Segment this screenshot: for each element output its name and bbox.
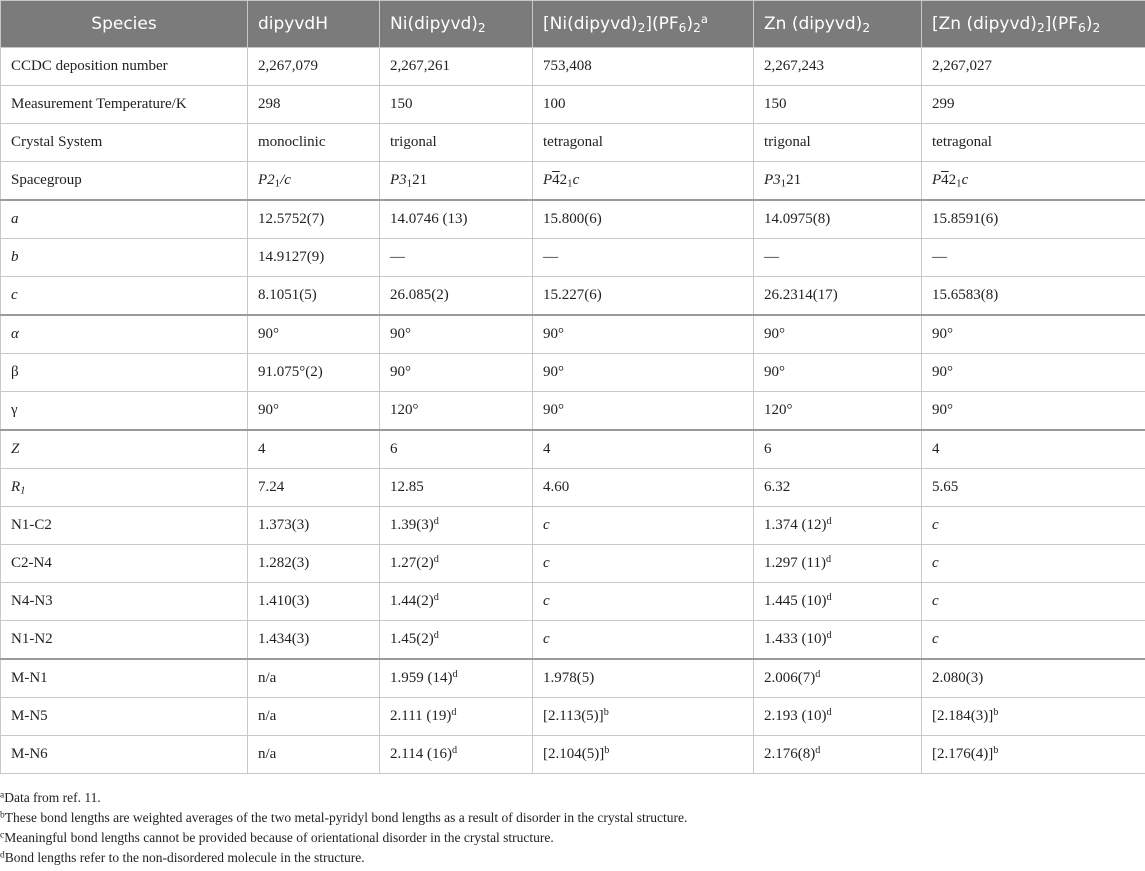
row-label: γ [1,392,248,431]
cell: 753,408 [533,48,754,86]
row-z [1,430,1145,469]
cell: $1.27(2)^d$ [380,545,533,583]
row-a [1,200,1145,239]
cell: c [533,507,754,545]
cell: 4 [533,430,754,469]
cell: 15.8591(6) [922,200,1145,239]
cell: c [922,507,1145,545]
cell: — [754,239,922,277]
header-row [1,1,1145,48]
footnote-d: $^d$Bond lengths refer to the non-disordered molecule in the structure. [0,850,365,865]
cell: 2,267,261 [380,48,533,86]
row-m-n5 [1,698,1145,736]
row-label: α [1,315,248,354]
row-ccdc [1,48,1145,86]
cell: 14.0975(8) [754,200,922,239]
cell: 6 [754,430,922,469]
cell: 90° [380,354,533,392]
row-label: M-N6 [1,736,248,774]
cell: $[2.113(5)]^b$ [533,698,754,736]
cell: trigonal [754,124,922,162]
cell: 90° [754,354,922,392]
col-header-species: Species [1,1,248,48]
cell: 2.193 $(10)^d$ [754,698,922,736]
row-alpha [1,315,1145,354]
cell: 14.0746 (13) [380,200,533,239]
cell: n/a [248,698,380,736]
cell: $[2.104(5)]^b$ [533,736,754,774]
row-m-n6 [1,736,1145,774]
row-label: N1-N2 [1,621,248,660]
cell: monoclinic [248,124,380,162]
cell: $[2.184(3)]^b$ [922,698,1145,736]
col-header-ni-dipyvd2: $Ni(dipyvd)_2$ [380,1,533,48]
cell: 15.6583(8) [922,277,1145,316]
footnote-c: $^c$Meaningful bond lengths cannot be provided because of orientational disorder in the crystal structure. [0,830,554,845]
cell: — [533,239,754,277]
cell: 5.65 [922,469,1145,507]
row-b [1,239,1145,277]
cell-spacegroup: $P2_1/c$ [248,162,380,201]
row-label: $R_1$ [1,469,248,507]
row-beta [1,354,1145,392]
col-header-zn-dipyvd2-pf6-2: [Zn $(dipyvd)_2](PF_6)_2$ [922,1,1145,48]
cell: 90° [922,354,1145,392]
cell-spacegroup: $P42_1c$ [533,162,754,201]
cell: 90° [533,354,754,392]
cell: 2,267,079 [248,48,380,86]
cell: 4.60 [533,469,754,507]
cell: 2.111 $(19)^d$ [380,698,533,736]
row-label: N4-N3 [1,583,248,621]
footnote-a: $^a$Data from ref. 11. [0,790,101,805]
row-label: Spacegroup [1,162,248,201]
col-header-zn-dipyvd2: Zn $(dipyvd)_2$ [754,1,922,48]
cell: $1.39(3)^d$ [380,507,533,545]
row-c2-n4 [1,545,1145,583]
cell: 90° [248,315,380,354]
cell: 14.9127(9) [248,239,380,277]
cell: $[2.176(4)]^b$ [922,736,1145,774]
row-label: Crystal System [1,124,248,162]
cell: 90° [922,392,1145,431]
cell: 100 [533,86,754,124]
cell: 90° [248,392,380,431]
row-m-n1 [1,659,1145,698]
cell: 1.445 $(10)^d$ [754,583,922,621]
cell: c [533,583,754,621]
row-temperature [1,86,1145,124]
cell: 26.2314(17) [754,277,922,316]
cell: 1.978(5) [533,659,754,698]
cell: tetragonal [533,124,754,162]
cell: n/a [248,659,380,698]
footnote-b: $^b$These bond lengths are weighted averages of the two metal-pyridyl bond lengths as a result of disorder in the crystal structure. [0,810,688,825]
cell: 1.410(3) [248,583,380,621]
cell: 120° [754,392,922,431]
cell: $1.44(2)^d$ [380,583,533,621]
cell: c [533,621,754,660]
row-c [1,277,1145,316]
cell: $2.176(8)^d$ [754,736,922,774]
cell: 90° [922,315,1145,354]
row-label: b [1,239,248,277]
row-n1-n2 [1,621,1145,660]
table-footnotes [0,788,1140,868]
cell: 12.5752(7) [248,200,380,239]
row-label: β [1,354,248,392]
cell: 299 [922,86,1145,124]
cell: 150 [380,86,533,124]
row-label: c [1,277,248,316]
cell: 1.959 $(14)^d$ [380,659,533,698]
cell: n/a [248,736,380,774]
cell: trigonal [380,124,533,162]
cell: 6.32 [754,469,922,507]
cell: 1.282(3) [248,545,380,583]
cell: 4 [248,430,380,469]
row-label: a [1,200,248,239]
cell: 90° [533,315,754,354]
cell: 4 [922,430,1145,469]
cell: 15.800(6) [533,200,754,239]
cell: 2,267,243 [754,48,922,86]
cell: 2.114 $(16)^d$ [380,736,533,774]
row-crystal-system [1,124,1145,162]
cell: c [922,583,1145,621]
cell: $1.45(2)^d$ [380,621,533,660]
cell: 1.374 $(12)^d$ [754,507,922,545]
cell: 15.227(6) [533,277,754,316]
row-spacegroup [1,162,1145,201]
cell-spacegroup: $P42_1c$ [922,162,1145,201]
row-label: M-N5 [1,698,248,736]
cell: 1.373(3) [248,507,380,545]
cell: c [922,621,1145,660]
cell: 150 [754,86,922,124]
cell: — [922,239,1145,277]
row-gamma [1,392,1145,431]
row-n4-n3 [1,583,1145,621]
cell-spacegroup: $P3_121$ [754,162,922,201]
cell: 298 [248,86,380,124]
row-label: CCDC deposition number [1,48,248,86]
cell-spacegroup: $P3_121$ [380,162,533,201]
cell: 7.24 [248,469,380,507]
cell: 91.075°(2) [248,354,380,392]
row-r1 [1,469,1145,507]
cell: $2.006(7)^d$ [754,659,922,698]
cell: 1.434(3) [248,621,380,660]
cell: 8.1051(5) [248,277,380,316]
cell: 12.85 [380,469,533,507]
row-label: N1-C2 [1,507,248,545]
row-label: M-N1 [1,659,248,698]
row-n1-c2 [1,507,1145,545]
cell: c [533,545,754,583]
cell: 90° [754,315,922,354]
cell: — [380,239,533,277]
cell: tetragonal [922,124,1145,162]
col-header-dipyvdh: dipyvdH [248,1,380,48]
cell: c [922,545,1145,583]
cell: 90° [380,315,533,354]
cell: 6 [380,430,533,469]
cell: 26.085(2) [380,277,533,316]
col-header-ni-dipyvd2-pf6-2: $[Ni(dipyvd)_2](PF_6)_2^a$ [533,1,754,48]
cell: 1.297 $(11)^d$ [754,545,922,583]
row-label: C2-N4 [1,545,248,583]
cell: 2,267,027 [922,48,1145,86]
cell: 1.433 $(10)^d$ [754,621,922,660]
row-label: Measurement Temperature/K [1,86,248,124]
cell: 90° [533,392,754,431]
cell: 2.080(3) [922,659,1145,698]
cell: 120° [380,392,533,431]
row-label: Z [1,430,248,469]
